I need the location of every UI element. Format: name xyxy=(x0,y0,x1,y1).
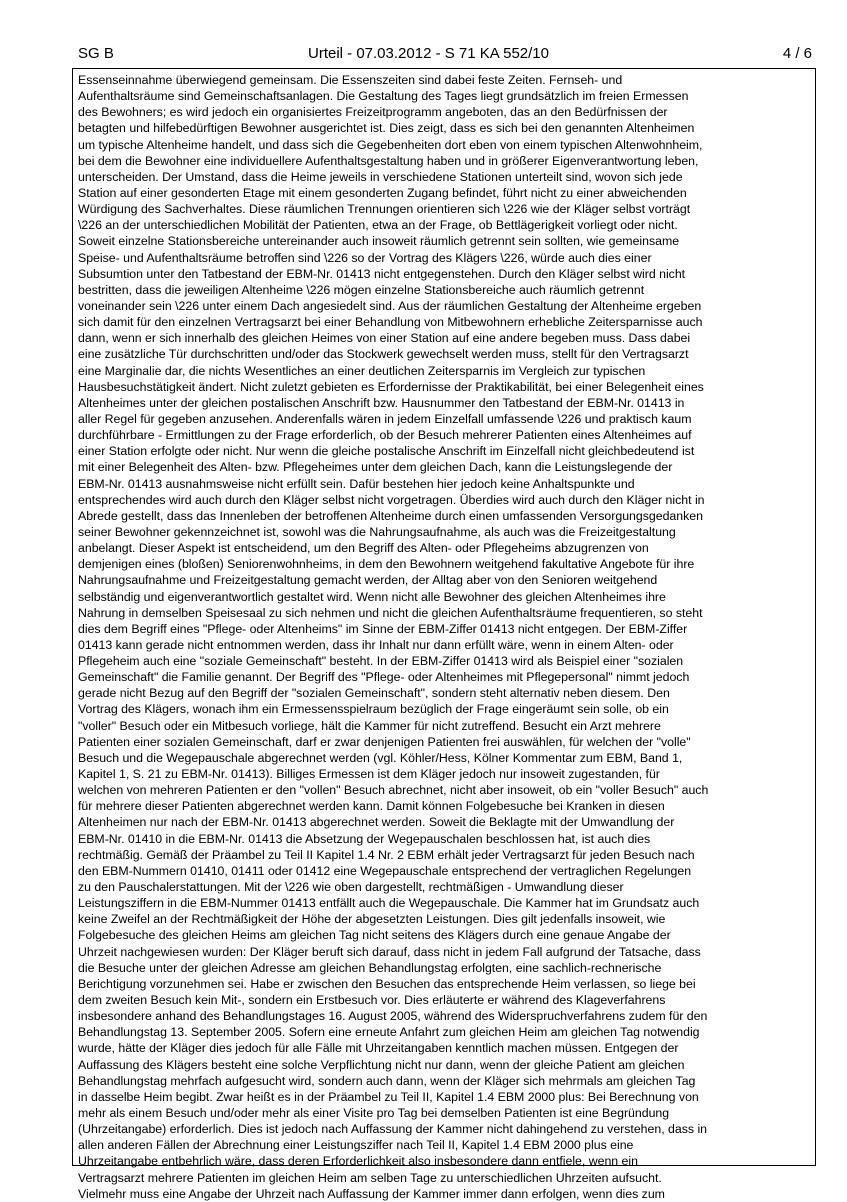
body-text-line: eine Marginalie dar, die nichts Wesentliches an einer deutlichen Zeitersparnis im Vergleich zur typischen xyxy=(78,363,646,378)
body-text-line: Folgebesuche des gleichen Heims am gleichen Tag nicht seitens des Klägers durch eine genaue Angabe der xyxy=(78,928,671,943)
body-text-line: Aufenthaltsräume sind Gemeinschaftsanlagen. Die Gestaltung des Tages liegt grundsätzlich im freien Ermessen xyxy=(78,89,689,104)
body-text-line: zu den Pauschalerstattungen. Mit der \226 wie oben dargestellt, rechtmäßigen - Umwandlung dieser xyxy=(78,880,624,895)
body-text-line: Altenheimen nur nach der EBM-Nr. 01413 abgerechnet werden. Soweit die Beklagte mit der Umwandlung der xyxy=(78,815,675,830)
body-text-line: Speise- und Aufenthaltsräume betroffen sind \226 so der Vortrag des Klägers \226, würde auch dies einer xyxy=(78,250,652,265)
body-text-line: für mehrere dieser Patienten abgerechnet werden kann. Damit können Folgebesuche bei Kranken in diesen xyxy=(78,799,665,814)
body-text-line: EBM-Nr. 01413 ausnahmsweise nicht erfüllt sein. Dafür bestehen hier jedoch keine Anhaltspunkte und xyxy=(78,476,635,491)
body-text-line: selbständig und eigenverantwortlich gestaltet wird. Wenn nicht alle Bewohner des gleichen Altenheimes ihre xyxy=(78,589,666,604)
body-text-line: Vielmehr muss eine Angabe der Uhrzeit nach Auffassung der Kammer immer dann erfolgen, wenn dies zum xyxy=(78,1186,665,1201)
body-text-line: entsprechendes wird auch durch den Kläger selbst nicht vorgetragen. Überdies wird auch durch den Kläger nicht in xyxy=(78,492,705,507)
body-text-line: des Bewohners; es wird jedoch ein organisiertes Freizeitprogramm angeboten, das an den Bedürfnissen der xyxy=(78,105,668,120)
body-text-line: Kapitel 1, S. 21 zu EBM-Nr. 01413). Billiges Ermessen ist dem Kläger jedoch nur insoweit zugestanden, für xyxy=(78,767,660,782)
body-text-line: welchen von mehreren Patienten er den "vollen" Besuch abrechnet, nicht aber insoweit, ob ein "voller Besuch" auch xyxy=(78,783,709,798)
body-text-line: Leistungsziffern in die EBM-Nummer 01413 entfällt auch die Wegepauschale. Die Kammer hat im Grundsatz auch xyxy=(78,896,700,911)
body-text-line: Vortrag des Klägers, wonach ihm ein Ermessensspielraum bezüglich der Frage eingeräumt sein solle, ob ein xyxy=(78,702,669,717)
body-text-line: (Uhrzeitangabe) erforderlich. Dies ist jedoch nach Auffassung der Kammer nicht dahingehend zu verstehen, dass in xyxy=(78,1122,708,1137)
body-text-line: Altenheimes unter der gleichen postalischen Anschrift bzw. Hausnummer den Tatbestand der EBM-Nr. 01413 in xyxy=(78,395,685,410)
body-text-line: Vertragsarzt mehrere Patienten im gleichen Heim am selben Tage zu unterschiedlichen Uhrzeiten aufsucht. xyxy=(78,1170,662,1185)
body-text-line: Nahrung in demselben Speisesaal zu sich nehmen und nicht die gleichen Aufenthaltsräume frequentieren, so steht xyxy=(78,605,703,620)
body-text-line: den EBM-Nummern 01410, 01411 oder 01412 eine Wegepauschale entsprechend der vertraglichen Regelungen xyxy=(78,863,692,878)
body-text-line: Berichtigung vorzunehmen sei. Habe er zwischen den Besuchen das entsprechende Heim verlassen, so liege bei xyxy=(78,976,696,991)
body-text-line: betagten und hilfebedürftigen Bewohner ausgerichtet ist. Dies zeigt, dass es sich bei den genannten Altenheimen xyxy=(78,121,695,136)
body-text-line: Uhrzeit nachgewiesen wurden: Der Kläger beruft sich darauf, dass nicht in jedem Fall aufgrund der Tatsache, dass xyxy=(78,944,701,959)
document-title: Urteil - 07.03.2012 - S 71 KA 552/10 xyxy=(308,45,549,62)
body-text-line: Gemeinschaft" die Familie genannt. Der Begriff des "Pflege- oder Altenheimes mit Pflegepersonal" nimmt jedoch xyxy=(78,670,690,685)
document-body-frame xyxy=(72,68,816,1201)
body-text-line: \226 an der unterschiedlichen Mobilität der Patienten, etwa an der Frage, ob Bettlägerigkeit vorliegt oder nicht. xyxy=(78,218,678,233)
body-text-line: Patienten einer sozialen Gemeinschaft, darf er zwar denjenigen Patienten frei auswählen, für welchen der "volle" xyxy=(78,734,691,749)
page-header xyxy=(78,44,812,64)
body-text-line: rechtmäßig. Gemäß der Präambel zu Teil II Kapitel 1.4 Nr. 2 EBM erhält jeder Vertragsarzt für jeden Besuch nach xyxy=(78,847,695,862)
page-number: 4 / 6 xyxy=(782,45,812,62)
body-text-line: Uhrzeitangabe entbehrlich wäre, dass deren Erforderlichkeit also insbesondere dann entfiele, wenn ein xyxy=(78,1154,638,1169)
body-text-line: eine zusätzliche Tür durchschritten und/oder das Stockwerk gewechselt werden muss, stellt für den Vertragsarzt xyxy=(78,347,689,362)
body-text-line: durchführbare - Ermittlungen zu der Frage erforderlich, ob der Besuch mehrerer Patienten eines Altenheimes auf xyxy=(78,428,692,443)
body-text-line: unterscheiden. Der Umstand, dass die Heime jeweils in verschiedene Stationen unterteilt sind, wovon sich jede xyxy=(78,169,683,184)
body-text-line: 01413 kann gerade nicht entnommen werden, dass ihr Inhalt nur dann erfüllt wäre, wenn in einem Alten- oder xyxy=(78,637,674,652)
body-text-line: Soweit einzelne Stationsbereiche untereinander auch insoweit räumlich getrennt sein sollten, wie gemeinsame xyxy=(78,234,680,249)
body-text-line: demjenigen eines (bloßen) Seniorenwohnheims, in dem den Bewohnern weitgehend fakultative Angebote für ihre xyxy=(78,557,695,572)
body-text-line: dem zweiten Besuch kein Mit-, sondern ein Erstbesuch vor. Dies erläuterte er während des Klageverfahrens xyxy=(78,993,666,1008)
body-text-line: Behandlungstag 13. September 2005. Sofern eine erneute Anfahrt zum gleichen Heim am gleichen Tag notwendig xyxy=(78,1025,700,1040)
body-text-line: Auffassung des Klägers besteht eine solche Verpflichtung nicht nur dann, wenn der gleiche Patient am gleichen xyxy=(78,1057,685,1072)
body-text-line: seiner Bewohner gekennzeichnet ist, sowohl was die Nahrungsaufnahme, als auch was die Freizeitgestaltung xyxy=(78,524,676,539)
body-text-line: mit einer Belegenheit des Alten- bzw. Pflegeheimes unter dem gleichen Dach, kann die Leistungslegende der xyxy=(78,460,673,475)
body-text-line: insbesondere anhand des Behandlungstages 16. August 2005, während des Widerspruchverfahrens zudem für den xyxy=(78,1009,708,1024)
body-text-line: allen anderen Fällen der Abrechnung einer Leistungsziffer nach Teil II, Kapitel 1.4 EBM 2000 plus eine xyxy=(78,1138,634,1153)
body-text-line: Hausbesuchstätigkeit ändert. Nicht zuletzt gebieten es Erfordernisse der Praktikabilität, bei einer Belegenheit eines xyxy=(78,379,704,394)
body-text-line: die Besuche unter der gleichen Adresse am gleichen Behandlungstag erfolgten, eine sachlich-rechnerische xyxy=(78,960,662,975)
body-text-line: gerade nicht Bezug auf den Begriff der "sozialen Gemeinschaft", sondern steht alternativ neben diesem. Den xyxy=(78,686,670,701)
body-text-line: dann, wenn er sich innerhalb des gleichen Heimes von einer Station auf eine andere begeben muss. Dass dabei xyxy=(78,331,691,346)
body-text-line: Abrede gestellt, dass das Innenleben der betroffenen Altenheime durch einen umfassenden Versorgungsgedanken xyxy=(78,508,703,523)
court-label: SG B xyxy=(78,45,114,62)
body-text-line: um typische Altenheime handelt, und dass sich die Gegebenheiten dort eben von einem typischen Altenwohnheim, xyxy=(78,137,703,152)
body-text-line: sich damit für den einzelnen Vertragsarzt bei einer Behandlung von Mitbewohnern erhebliche Zeitersparnisse auch xyxy=(78,315,703,330)
body-text-line: Subsumtion unter den Tatbestand der EBM-Nr. 01413 nicht entgegenstehen. Durch den Kläger selbst wird nicht xyxy=(78,266,686,281)
body-text-line: dies dem Begriff eines "Pflege- oder Altenheims" im Sinne der EBM-Ziffer 01413 nicht entgegen. Der EBM-Ziffer xyxy=(78,621,688,636)
body-text-line: keine Zweifel an der Rechtmäßigkeit der Höhe der abgesetzten Leistungen. Dies gilt jedenfalls insoweit, wie xyxy=(78,912,666,927)
body-text-line: Essenseinnahme überwiegend gemeinsam. Die Essenszeiten sind dabei feste Zeiten. Fernseh- und xyxy=(78,73,623,87)
body-text-line: Nahrungsaufnahme und Freizeitgestaltung gemacht werden, der Alltag aber von den Senioren weitgehend xyxy=(78,573,658,588)
body-text-line: mehr als einem Besuch und/oder mehr als einer Visite pro Tag bei demselben Patienten ist eine Begründung xyxy=(78,1106,670,1120)
body-text-line: voneinander sein \226 unter einem Dach angesiedelt sind. Aus der räumlichen Gestaltung der Altenheime ergeben xyxy=(78,298,702,313)
body-text-line: Besuch und die Wegepauschale abgerechnet werden (vgl. Köhler/Hess, Kölner Kommentar zum EBM, Band 1, xyxy=(78,750,683,765)
body-text-line: einer Station erfolgte oder nicht. Nur wenn die gleiche postalische Anschrift im Einzelfall nicht gleichbedeutend ist xyxy=(78,444,695,459)
body-text-line: in dasselbe Heim begibt. Zwar heißt es in der Präambel zu Teil II, Kapitel 1.4 EBM 2000 plus: Bei Berechnung von xyxy=(78,1089,699,1104)
body-text-line: Pflegeheim auch eine "soziale Gemeinschaft" besteht. In der EBM-Ziffer 01413 wird als Beispiel einer "sozialen xyxy=(78,654,684,669)
body-text-line: wurde, hätte der Kläger dies jedoch für alle Fälle mit Uhrzeitangaben kenntlich machen müssen. Entgegen der xyxy=(78,1041,679,1056)
body-text-line: bestritten, dass die jeweiligen Altenheime \226 mögen einzelne Stationsbereiche auch räumlich getrennt xyxy=(78,282,645,297)
body-text-line: Würdigung des Sachverhaltes. Diese räumlichen Trennungen orientieren sich \226 wie der Kläger selbst vorträgt xyxy=(78,202,691,217)
body-text-line: aller Regel für gegeben anzusehen. Anderenfalls wären in jedem Einzelfall umfassende \226 und praktisch kaum xyxy=(78,411,692,426)
body-text-line: Station auf einer gesonderten Etage mit einem gesonderten Zugang befindet, führt nicht zu einer abweichenden xyxy=(78,185,687,200)
body-text-line: EBM-Nr. 01410 in die EBM-Nr. 01413 die Absetzung der Wegepauschalen beschlossen hat, ist auch dies xyxy=(78,831,651,846)
body-text-line: anbelangt. Dieser Aspekt ist entscheidend, um den Begriff des Alten- oder Pflegeheims abzugrenzen von xyxy=(78,541,649,556)
body-text-line: Behandlungstag mehrfach aufgesucht wird, sondern auch dann, wenn der Kläger sich mehrmals am gleichen Tag xyxy=(78,1073,696,1088)
body-text-line: "voller" Besuch oder ein Mitbesuch vorliege, hält die Kammer für nicht zutreffend. Besucht ein Arzt mehrere xyxy=(78,718,661,733)
body-text-line: bei dem die Bewohner eine individuellere Aufenthaltsgestaltung haben und in größerer Eigenverantwortung leben, xyxy=(78,153,699,168)
document-body-text xyxy=(78,72,814,1202)
